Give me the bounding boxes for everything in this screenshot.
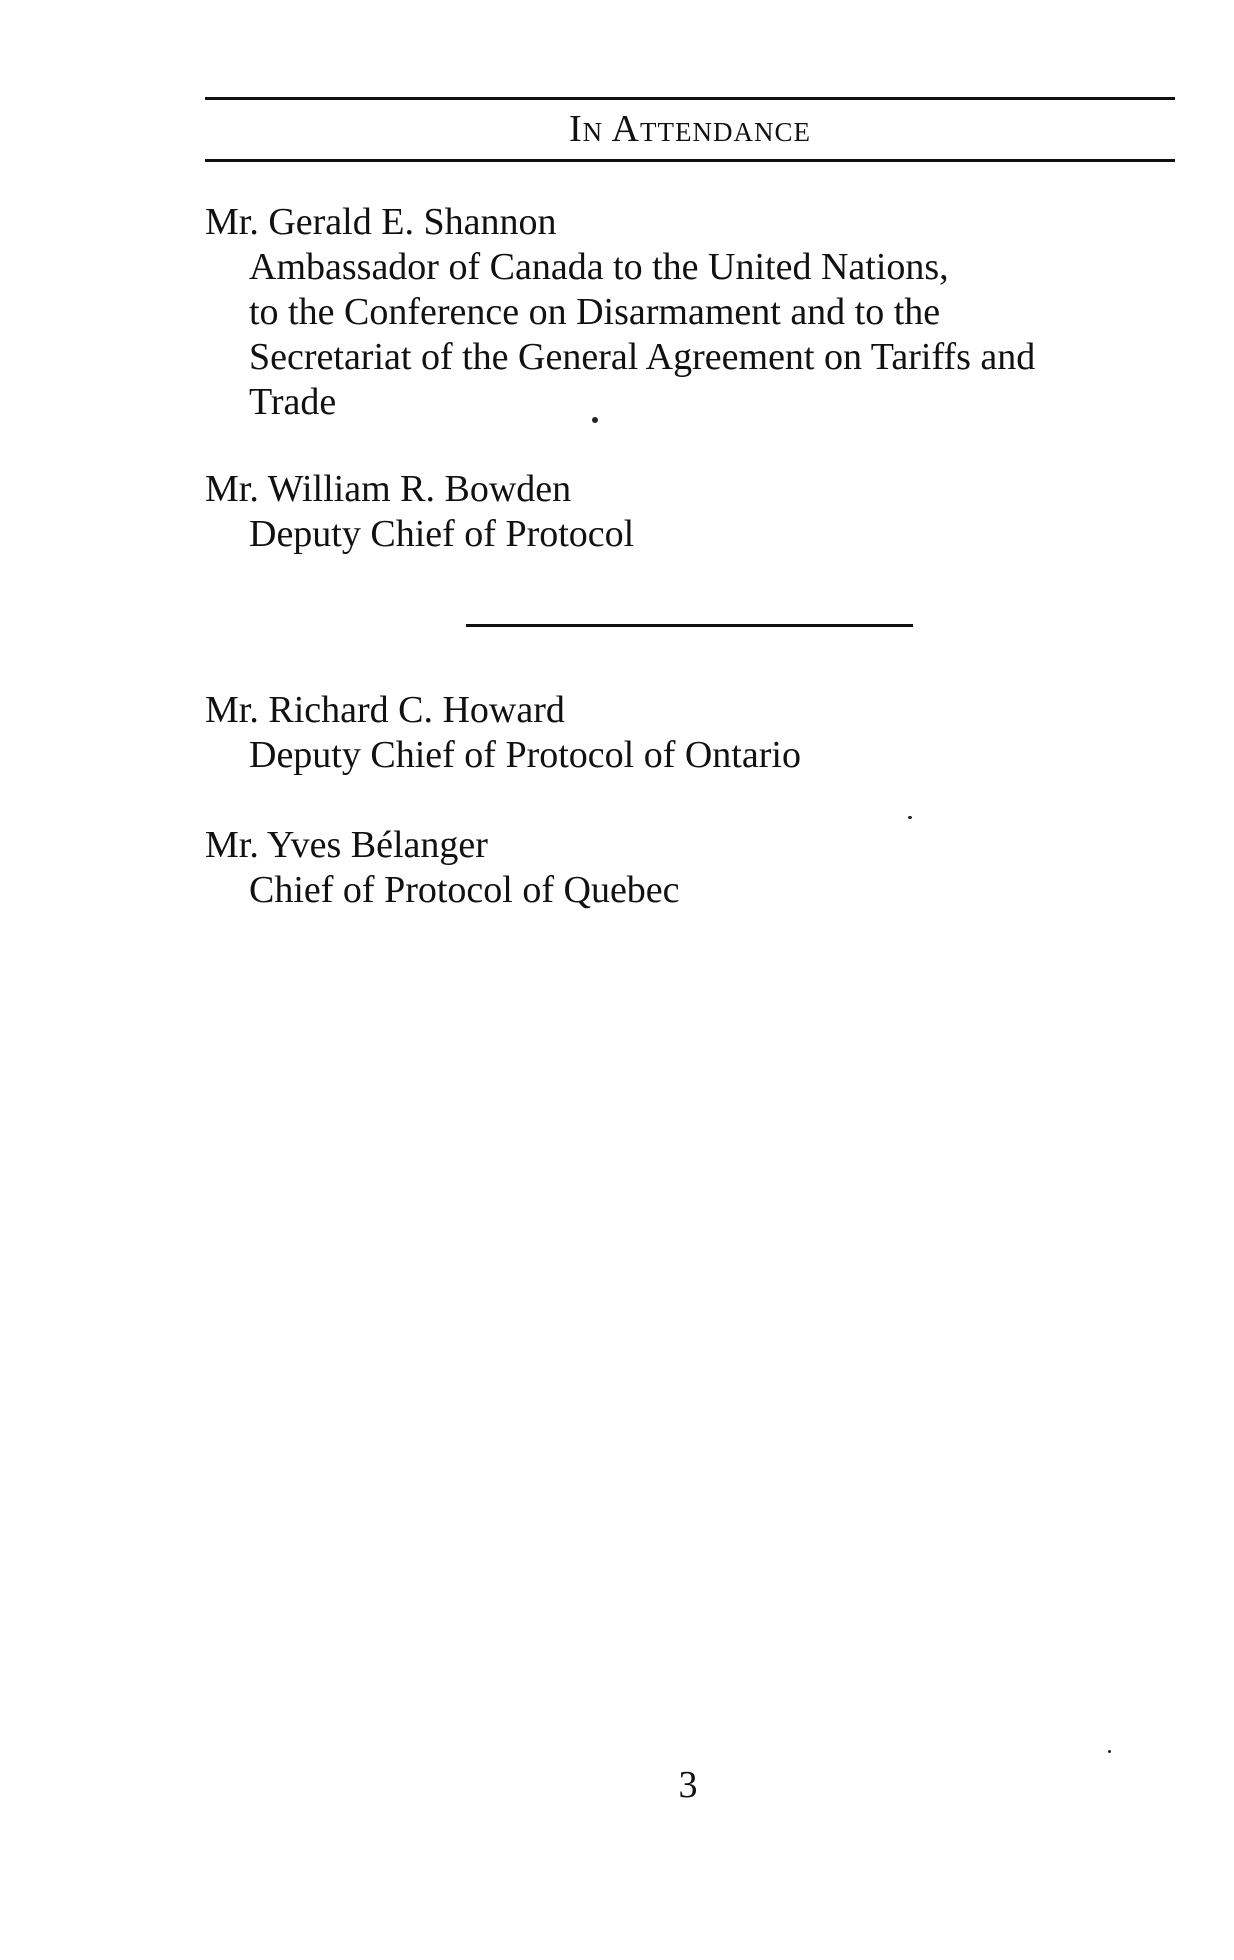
attendee-name: Mr. William R. Bowden: [205, 468, 572, 510]
print-speck: [592, 417, 598, 423]
attendee-name: Mr. Gerald E. Shannon: [205, 201, 557, 243]
heading-top-rule: [205, 97, 1175, 100]
attendee-title: Chief of Protocol of Quebec: [249, 869, 680, 911]
section-separator-rule: [466, 624, 913, 627]
attendee-name: Mr. Yves Bélanger: [205, 824, 488, 866]
print-speck: [1108, 1750, 1111, 1753]
attendee-entry: [205, 688, 1185, 778]
page-number: 3: [678, 1764, 698, 1806]
attendee-title: Deputy Chief of Protocol: [249, 513, 635, 555]
attendee-entry: [205, 200, 1185, 425]
heading-bottom-rule: [205, 159, 1175, 162]
attendee-entry: [205, 823, 1185, 913]
attendee-title: Ambassador of Canada to the United Nations, to the Conference on Disarmament and to the Secretariat of the General Agreement on Tariffs and Trade: [249, 246, 1036, 423]
attendee-name: Mr. Richard C. Howard: [205, 689, 565, 731]
attendee-title: Deputy Chief of Protocol of Ontario: [249, 734, 801, 776]
print-speck: [908, 816, 912, 819]
attendee-entry: [205, 467, 1185, 557]
section-heading: In Attendance: [569, 108, 811, 150]
